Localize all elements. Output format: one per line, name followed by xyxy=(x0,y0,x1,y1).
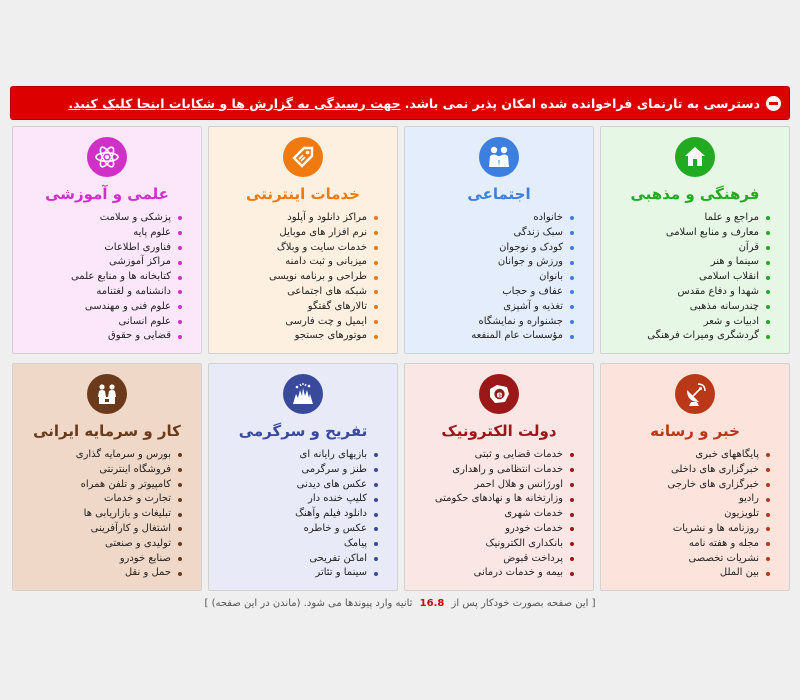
bullet-dot xyxy=(178,320,182,324)
category-link[interactable]: مراکز آموزشی xyxy=(32,255,182,270)
category-link[interactable]: خبرگزاری های خارجی xyxy=(620,478,770,493)
bullet-dot xyxy=(374,320,378,324)
alert-message: دسترسی به تارنمای فراخوانده شده امکان پذیر نمی باشد. xyxy=(404,95,760,111)
category-link[interactable]: بورس و سرمایه گذاری xyxy=(32,448,182,463)
category-link-list xyxy=(32,448,182,581)
bullet-dot xyxy=(766,557,770,561)
bullet-dot xyxy=(374,542,378,546)
category-title: اجتماعی xyxy=(467,185,531,203)
bullet-dot xyxy=(766,246,770,250)
bullet-dot xyxy=(374,453,378,457)
shopping-tag-icon xyxy=(283,137,323,177)
bullet-dot xyxy=(766,498,770,502)
bullet-dot xyxy=(178,261,182,265)
bullet-dot xyxy=(766,572,770,576)
category-link[interactable]: حمل و نقل xyxy=(32,566,182,581)
category-link[interactable]: پزشکی و سلامت xyxy=(32,211,182,226)
bullet-dot xyxy=(570,276,574,280)
bullet-dot xyxy=(570,498,574,502)
redirect-notice xyxy=(0,598,800,609)
category-link[interactable]: تبلیغات و بازاریابی ها xyxy=(32,507,182,522)
category-link[interactable]: مراجع و علما xyxy=(620,211,770,226)
minus-circle-icon xyxy=(766,96,781,111)
category-link[interactable]: ادبیات و شعر xyxy=(620,315,770,330)
category-link[interactable]: موتورهای جستجو xyxy=(228,329,378,344)
category-card-cultural xyxy=(600,126,790,354)
category-link[interactable]: خدمات سایت و وبلاگ xyxy=(228,241,378,256)
bullet-dot xyxy=(766,542,770,546)
category-link[interactable]: معارف و منابع اسلامی xyxy=(620,226,770,241)
bullet-dot xyxy=(766,335,770,339)
category-link[interactable]: ایمیل و چت فارسی xyxy=(228,315,378,330)
bullet-dot xyxy=(570,216,574,220)
redirect-text-after[interactable]: ثانیه وارد پیوندها می شود. (ماندن در این صفحه) ] xyxy=(204,598,413,609)
bullet-dot xyxy=(178,290,182,294)
bullet-dot xyxy=(766,468,770,472)
category-link[interactable]: بین الملل xyxy=(620,566,770,581)
category-link[interactable]: سینما و هنر xyxy=(620,255,770,270)
category-link[interactable]: اورژانس و هلال احمر xyxy=(424,478,574,493)
category-link[interactable]: نرم افزار های موبایل xyxy=(228,226,378,241)
mosque-icon xyxy=(675,137,715,177)
category-link[interactable]: کلیپ خنده دار xyxy=(228,492,378,507)
bullet-dot xyxy=(570,557,574,561)
bullet-dot xyxy=(766,216,770,220)
category-link[interactable]: عکس و خاطره xyxy=(228,522,378,537)
category-link[interactable]: وزارتخانه ها و نهادهای حکومتی xyxy=(424,492,574,507)
bullet-dot xyxy=(374,276,378,280)
category-title: دولت الکترونیک xyxy=(441,422,557,440)
category-link[interactable]: میزبانی و ثبت دامنه xyxy=(228,255,378,270)
bullet-dot xyxy=(178,216,182,220)
category-card-e-government xyxy=(404,363,594,591)
category-link[interactable]: سینما و تئاتر xyxy=(228,566,378,581)
bullet-dot xyxy=(178,527,182,531)
bullet-dot xyxy=(766,276,770,280)
category-link-list xyxy=(228,211,378,344)
category-link[interactable]: علوم فنی و مهندسی xyxy=(32,300,182,315)
bullet-dot xyxy=(374,527,378,531)
bullet-dot xyxy=(374,290,378,294)
category-link[interactable]: خدمات انتظامی و راهداری xyxy=(424,463,574,478)
category-link[interactable]: مؤسسات عام المنفعه xyxy=(424,329,574,344)
bullet-dot xyxy=(178,335,182,339)
bullet-dot xyxy=(766,453,770,457)
bullet-dot xyxy=(766,305,770,309)
category-card-social xyxy=(404,126,594,354)
category-link[interactable]: علوم پایه xyxy=(32,226,182,241)
bullet-dot xyxy=(570,305,574,309)
bullet-dot xyxy=(570,468,574,472)
category-link[interactable]: تولیدی و صنعتی xyxy=(32,537,182,552)
category-link[interactable]: انقلاب اسلامی xyxy=(620,270,770,285)
bullet-dot xyxy=(570,572,574,576)
category-link[interactable]: قضایی و حقوق xyxy=(32,329,182,344)
category-link[interactable]: اماکن تفریحی xyxy=(228,552,378,567)
category-link[interactable]: گردشگری ومیراث فرهنگی xyxy=(620,329,770,344)
category-title: فرهنگی و مذهبی xyxy=(630,185,760,203)
bullet-dot xyxy=(570,335,574,339)
bullet-dot xyxy=(178,305,182,309)
satellite-dish-icon xyxy=(675,374,715,414)
category-title: کار و سرمایه ایرانی xyxy=(33,422,181,440)
category-card-business xyxy=(12,363,202,591)
bullet-dot xyxy=(374,483,378,487)
category-link[interactable]: رادیو xyxy=(620,492,770,507)
category-link[interactable]: خدمات خودرو xyxy=(424,522,574,537)
atom-icon xyxy=(87,137,127,177)
bullet-dot xyxy=(374,216,378,220)
category-link-list xyxy=(424,211,574,344)
bullet-dot xyxy=(178,542,182,546)
category-link[interactable]: پرداخت قبوض xyxy=(424,552,574,567)
category-link[interactable]: دانشنامه و لغتنامه xyxy=(32,285,182,300)
category-link[interactable]: عفاف و حجاب xyxy=(424,285,574,300)
business-icon xyxy=(87,374,127,414)
bullet-dot xyxy=(374,231,378,235)
blocked-alert-bar xyxy=(10,86,790,120)
category-link[interactable]: شبکه های اجتماعی xyxy=(228,285,378,300)
category-row-top xyxy=(12,126,790,354)
report-complaint-link[interactable]: جهت رسیدگی به گزارش ها و شکایات اینجا کلیک کنید. xyxy=(68,95,401,111)
bullet-dot xyxy=(178,513,182,517)
bullet-dot xyxy=(374,246,378,250)
bullet-dot xyxy=(178,557,182,561)
category-link[interactable]: مراکز دانلود و آپلود xyxy=(228,211,378,226)
category-link-list xyxy=(424,448,574,581)
bullet-dot xyxy=(766,290,770,294)
bullet-dot xyxy=(766,527,770,531)
category-card-entertainment xyxy=(208,363,398,591)
countdown-seconds: 16.8 xyxy=(419,598,445,609)
bullet-dot xyxy=(374,572,378,576)
bullet-dot xyxy=(178,498,182,502)
category-link[interactable]: فناوری اطلاعات xyxy=(32,241,182,256)
category-title: تفریح و سرگرمی xyxy=(238,422,368,440)
category-link[interactable]: اشتغال و کارآفرینی xyxy=(32,522,182,537)
category-link[interactable]: بازیهای رایانه ای xyxy=(228,448,378,463)
bullet-dot xyxy=(766,261,770,265)
category-link[interactable]: طنز و سرگرمی xyxy=(228,463,378,478)
category-link[interactable]: پایگاههای خبری xyxy=(620,448,770,463)
category-link[interactable]: دانلود فیلم وآهنگ xyxy=(228,507,378,522)
category-link[interactable]: خدمات قضایی و ثبتی xyxy=(424,448,574,463)
bullet-dot xyxy=(374,468,378,472)
bullet-dot xyxy=(178,276,182,280)
category-card-news-media xyxy=(600,363,790,591)
bullet-dot xyxy=(178,246,182,250)
category-link[interactable]: تغذیه و آشپزی xyxy=(424,300,574,315)
category-link[interactable]: سبک زندگی xyxy=(424,226,574,241)
bullet-dot xyxy=(570,320,574,324)
bullet-dot xyxy=(570,231,574,235)
category-link-list xyxy=(620,211,770,344)
bullet-dot xyxy=(178,468,182,472)
category-link[interactable]: قرآن xyxy=(620,241,770,256)
category-link[interactable]: صنایع خودرو xyxy=(32,552,182,567)
category-link[interactable]: تجارت و خدمات xyxy=(32,492,182,507)
bullet-dot xyxy=(570,542,574,546)
bullet-dot xyxy=(374,305,378,309)
bullet-dot xyxy=(766,513,770,517)
category-link[interactable]: کتابخانه ها و منابع علمی xyxy=(32,270,182,285)
category-link[interactable]: ورزش و جوانان xyxy=(424,255,574,270)
category-link[interactable]: عکس های دیدنی xyxy=(228,478,378,493)
svg-text:e: e xyxy=(496,390,503,401)
category-row-bottom xyxy=(12,363,790,591)
bullet-dot xyxy=(374,261,378,265)
category-link[interactable]: خانواده xyxy=(424,211,574,226)
bullet-dot xyxy=(570,261,574,265)
bullet-dot xyxy=(570,246,574,250)
bullet-dot xyxy=(766,231,770,235)
bullet-dot xyxy=(178,231,182,235)
category-link[interactable]: پیامک xyxy=(228,537,378,552)
bullet-dot xyxy=(570,290,574,294)
category-link-list xyxy=(620,448,770,581)
category-link[interactable]: بیمه و خدمات درمانی xyxy=(424,566,574,581)
bullet-dot xyxy=(570,527,574,531)
category-title: خدمات اینترنتی xyxy=(246,185,360,203)
category-link[interactable]: بانوان xyxy=(424,270,574,285)
category-link[interactable]: کودک و نوجوان xyxy=(424,241,574,256)
bullet-dot xyxy=(178,572,182,576)
bullet-dot xyxy=(374,498,378,502)
category-link[interactable]: نشریات تخصصی xyxy=(620,552,770,567)
category-link[interactable]: مجله و هفته نامه xyxy=(620,537,770,552)
bullet-dot xyxy=(570,453,574,457)
category-link[interactable]: بانکداری الکترونیک xyxy=(424,537,574,552)
category-link[interactable]: فروشگاه اینترنتی xyxy=(32,463,182,478)
category-grid xyxy=(12,126,790,591)
category-link[interactable]: خبرگزاری های داخلی xyxy=(620,463,770,478)
bullet-dot xyxy=(374,335,378,339)
bullet-dot xyxy=(570,483,574,487)
category-link[interactable]: کامپیوتر و تلفن همراه xyxy=(32,478,182,493)
category-card-internet-services xyxy=(208,126,398,354)
category-link-list xyxy=(32,211,182,344)
category-link[interactable]: جشنواره و نمایشگاه xyxy=(424,315,574,330)
bullet-dot xyxy=(570,513,574,517)
category-link[interactable]: تلویزیون xyxy=(620,507,770,522)
category-link[interactable]: خدمات شهری xyxy=(424,507,574,522)
bullet-dot xyxy=(766,320,770,324)
bullet-dot xyxy=(374,557,378,561)
e-government-icon xyxy=(479,374,519,414)
bullet-dot xyxy=(374,513,378,517)
category-link[interactable]: تالارهای گفتگو xyxy=(228,300,378,315)
bullet-dot xyxy=(766,483,770,487)
category-link[interactable]: روزنامه ها و نشریات xyxy=(620,522,770,537)
category-card-scientific xyxy=(12,126,202,354)
bullet-dot xyxy=(178,453,182,457)
family-icon xyxy=(479,137,519,177)
category-link-list xyxy=(228,448,378,581)
redirect-text-before: [ این صفحه بصورت خودکار پس از xyxy=(451,598,596,609)
category-link[interactable]: شهدا و دفاع مقدس xyxy=(620,285,770,300)
category-title: خبر و رسانه xyxy=(650,422,740,440)
bullet-dot xyxy=(178,483,182,487)
category-link[interactable]: چندرسانه مذهبی xyxy=(620,300,770,315)
category-title: علمی و آموزشی xyxy=(45,185,169,203)
celebration-icon xyxy=(283,374,323,414)
category-link[interactable]: علوم انسانی xyxy=(32,315,182,330)
category-link[interactable]: طراحی و برنامه نویسی xyxy=(228,270,378,285)
